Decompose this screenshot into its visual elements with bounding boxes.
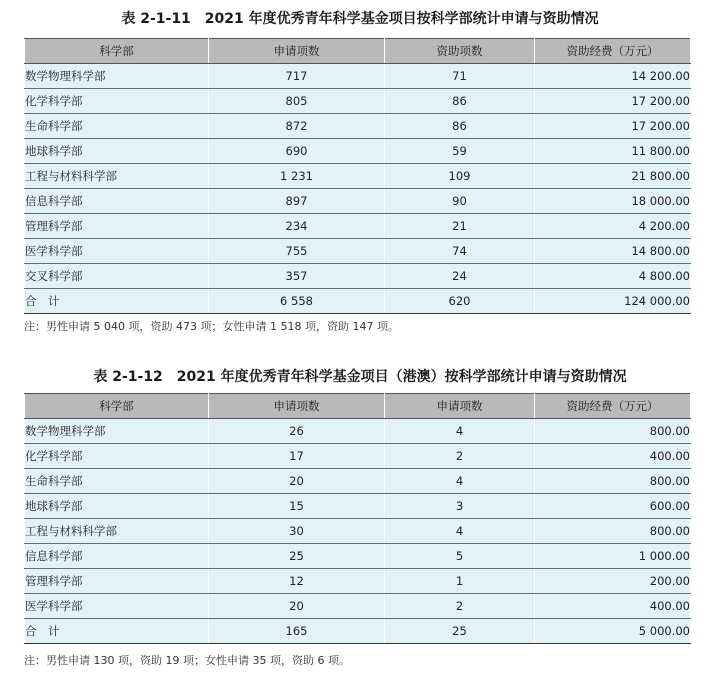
funding-amount: 17 200.00 (535, 114, 691, 139)
applications-count: 20 (209, 594, 385, 619)
funded-count: 86 (385, 114, 535, 139)
table-row (25, 89, 691, 114)
applications-count: 897 (209, 189, 385, 214)
funding-amount: 21 800.00 (535, 164, 691, 189)
funding-amount: 800.00 (535, 419, 691, 444)
applications-count: 357 (209, 264, 385, 289)
department-name: 地球科学部 (25, 139, 209, 164)
funding-amount: 800.00 (535, 469, 691, 494)
table1-caption: 表 2-1-11 2021 年度优秀青年科学基金项目按科学部统计申请与资助情况 (121, 11, 599, 27)
department-name: 地球科学部 (25, 494, 209, 519)
table-row (25, 569, 691, 594)
table-row (25, 214, 691, 239)
table-row (25, 164, 691, 189)
funded-count: 90 (385, 189, 535, 214)
funding-amount: 200.00 (535, 569, 691, 594)
table2-header-applications: 申请项数 (209, 394, 385, 419)
department-name: 管理科学部 (25, 214, 209, 239)
funded-count: 4 (385, 469, 535, 494)
funding-amount: 14 800.00 (535, 239, 691, 264)
department-name: 工程与材料科学部 (25, 164, 209, 189)
applications-count: 20 (209, 469, 385, 494)
funding-amount: 400.00 (535, 444, 691, 469)
funded-count: 4 (385, 519, 535, 544)
funding-amount: 18 000.00 (535, 189, 691, 214)
funded-count: 71 (385, 64, 535, 89)
table-row (25, 114, 691, 139)
table2-caption: 表 2-1-12 2021 年度优秀青年科学基金项目（港澳）按科学部统计申请与资助情况 (93, 369, 627, 385)
department-name: 工程与材料科学部 (25, 519, 209, 544)
funding-amount: 17 200.00 (535, 89, 691, 114)
department-name: 化学科学部 (25, 444, 209, 469)
table-row (25, 189, 691, 214)
funded-count: 1 (385, 569, 535, 594)
table-row (25, 494, 691, 519)
funded-count: 74 (385, 239, 535, 264)
table1 (24, 38, 691, 314)
applications-count: 1 231 (209, 164, 385, 189)
department-name: 数学物理科学部 (25, 64, 209, 89)
applications-count: 690 (209, 139, 385, 164)
total-funded: 620 (385, 289, 535, 314)
funding-amount: 4 800.00 (535, 264, 691, 289)
funding-amount: 1 000.00 (535, 544, 691, 569)
table1-total-row (25, 289, 691, 314)
total-applications: 6 558 (209, 289, 385, 314)
table2 (24, 393, 691, 644)
funded-count: 59 (385, 139, 535, 164)
funding-amount: 400.00 (535, 594, 691, 619)
department-name: 数学物理科学部 (25, 419, 209, 444)
funded-count: 86 (385, 89, 535, 114)
applications-count: 30 (209, 519, 385, 544)
total-label: 合 计 (25, 289, 209, 314)
department-name: 信息科学部 (25, 189, 209, 214)
funded-count: 21 (385, 214, 535, 239)
table1-header-department: 科学部 (25, 39, 209, 64)
funded-count: 5 (385, 544, 535, 569)
table-row (25, 519, 691, 544)
table-row (25, 594, 691, 619)
funding-amount: 800.00 (535, 519, 691, 544)
applications-count: 805 (209, 89, 385, 114)
funded-count: 2 (385, 444, 535, 469)
table2-total-row (25, 619, 691, 644)
applications-count: 872 (209, 114, 385, 139)
total-amount: 124 000.00 (535, 289, 691, 314)
applications-count: 25 (209, 544, 385, 569)
department-name: 生命科学部 (25, 114, 209, 139)
funding-amount: 11 800.00 (535, 139, 691, 164)
funded-count: 24 (385, 264, 535, 289)
table1-header-applications: 申请项数 (209, 39, 385, 64)
applications-count: 26 (209, 419, 385, 444)
applications-count: 755 (209, 239, 385, 264)
department-name: 信息科学部 (25, 544, 209, 569)
table1-note: 注：男性申请 5 040 项，资助 473 项；女性申请 1 518 项，资助 147 项。 (24, 320, 399, 333)
applications-count: 17 (209, 444, 385, 469)
table-row (25, 544, 691, 569)
table2-header-row (25, 394, 691, 419)
department-name: 化学科学部 (25, 89, 209, 114)
applications-count: 15 (209, 494, 385, 519)
table-row (25, 139, 691, 164)
table-row (25, 264, 691, 289)
department-name: 生命科学部 (25, 469, 209, 494)
total-applications: 165 (209, 619, 385, 644)
funding-amount: 600.00 (535, 494, 691, 519)
applications-count: 234 (209, 214, 385, 239)
applications-count: 717 (209, 64, 385, 89)
table1-header-amount: 资助经费（万元） (535, 39, 691, 64)
funding-amount: 4 200.00 (535, 214, 691, 239)
department-name: 交叉科学部 (25, 264, 209, 289)
funded-count: 4 (385, 419, 535, 444)
table2-header-amount: 资助经费（万元） (535, 394, 691, 419)
table2-header-department: 科学部 (25, 394, 209, 419)
table2-note: 注：男性申请 130 项，资助 19 项；女性申请 35 项，资助 6 项。 (24, 654, 350, 667)
total-funded: 25 (385, 619, 535, 644)
table-row (25, 419, 691, 444)
table-row (25, 444, 691, 469)
table1-header-funded: 资助项数 (385, 39, 535, 64)
funded-count: 2 (385, 594, 535, 619)
department-name: 医学科学部 (25, 239, 209, 264)
table-row (25, 239, 691, 264)
table-row (25, 469, 691, 494)
table1-header-row (25, 39, 691, 64)
funded-count: 109 (385, 164, 535, 189)
total-label: 合 计 (25, 619, 209, 644)
applications-count: 12 (209, 569, 385, 594)
total-amount: 5 000.00 (535, 619, 691, 644)
department-name: 管理科学部 (25, 569, 209, 594)
table-row (25, 64, 691, 89)
department-name: 医学科学部 (25, 594, 209, 619)
table2-header-funded: 申请项数 (385, 394, 535, 419)
funded-count: 3 (385, 494, 535, 519)
funding-amount: 14 200.00 (535, 64, 691, 89)
